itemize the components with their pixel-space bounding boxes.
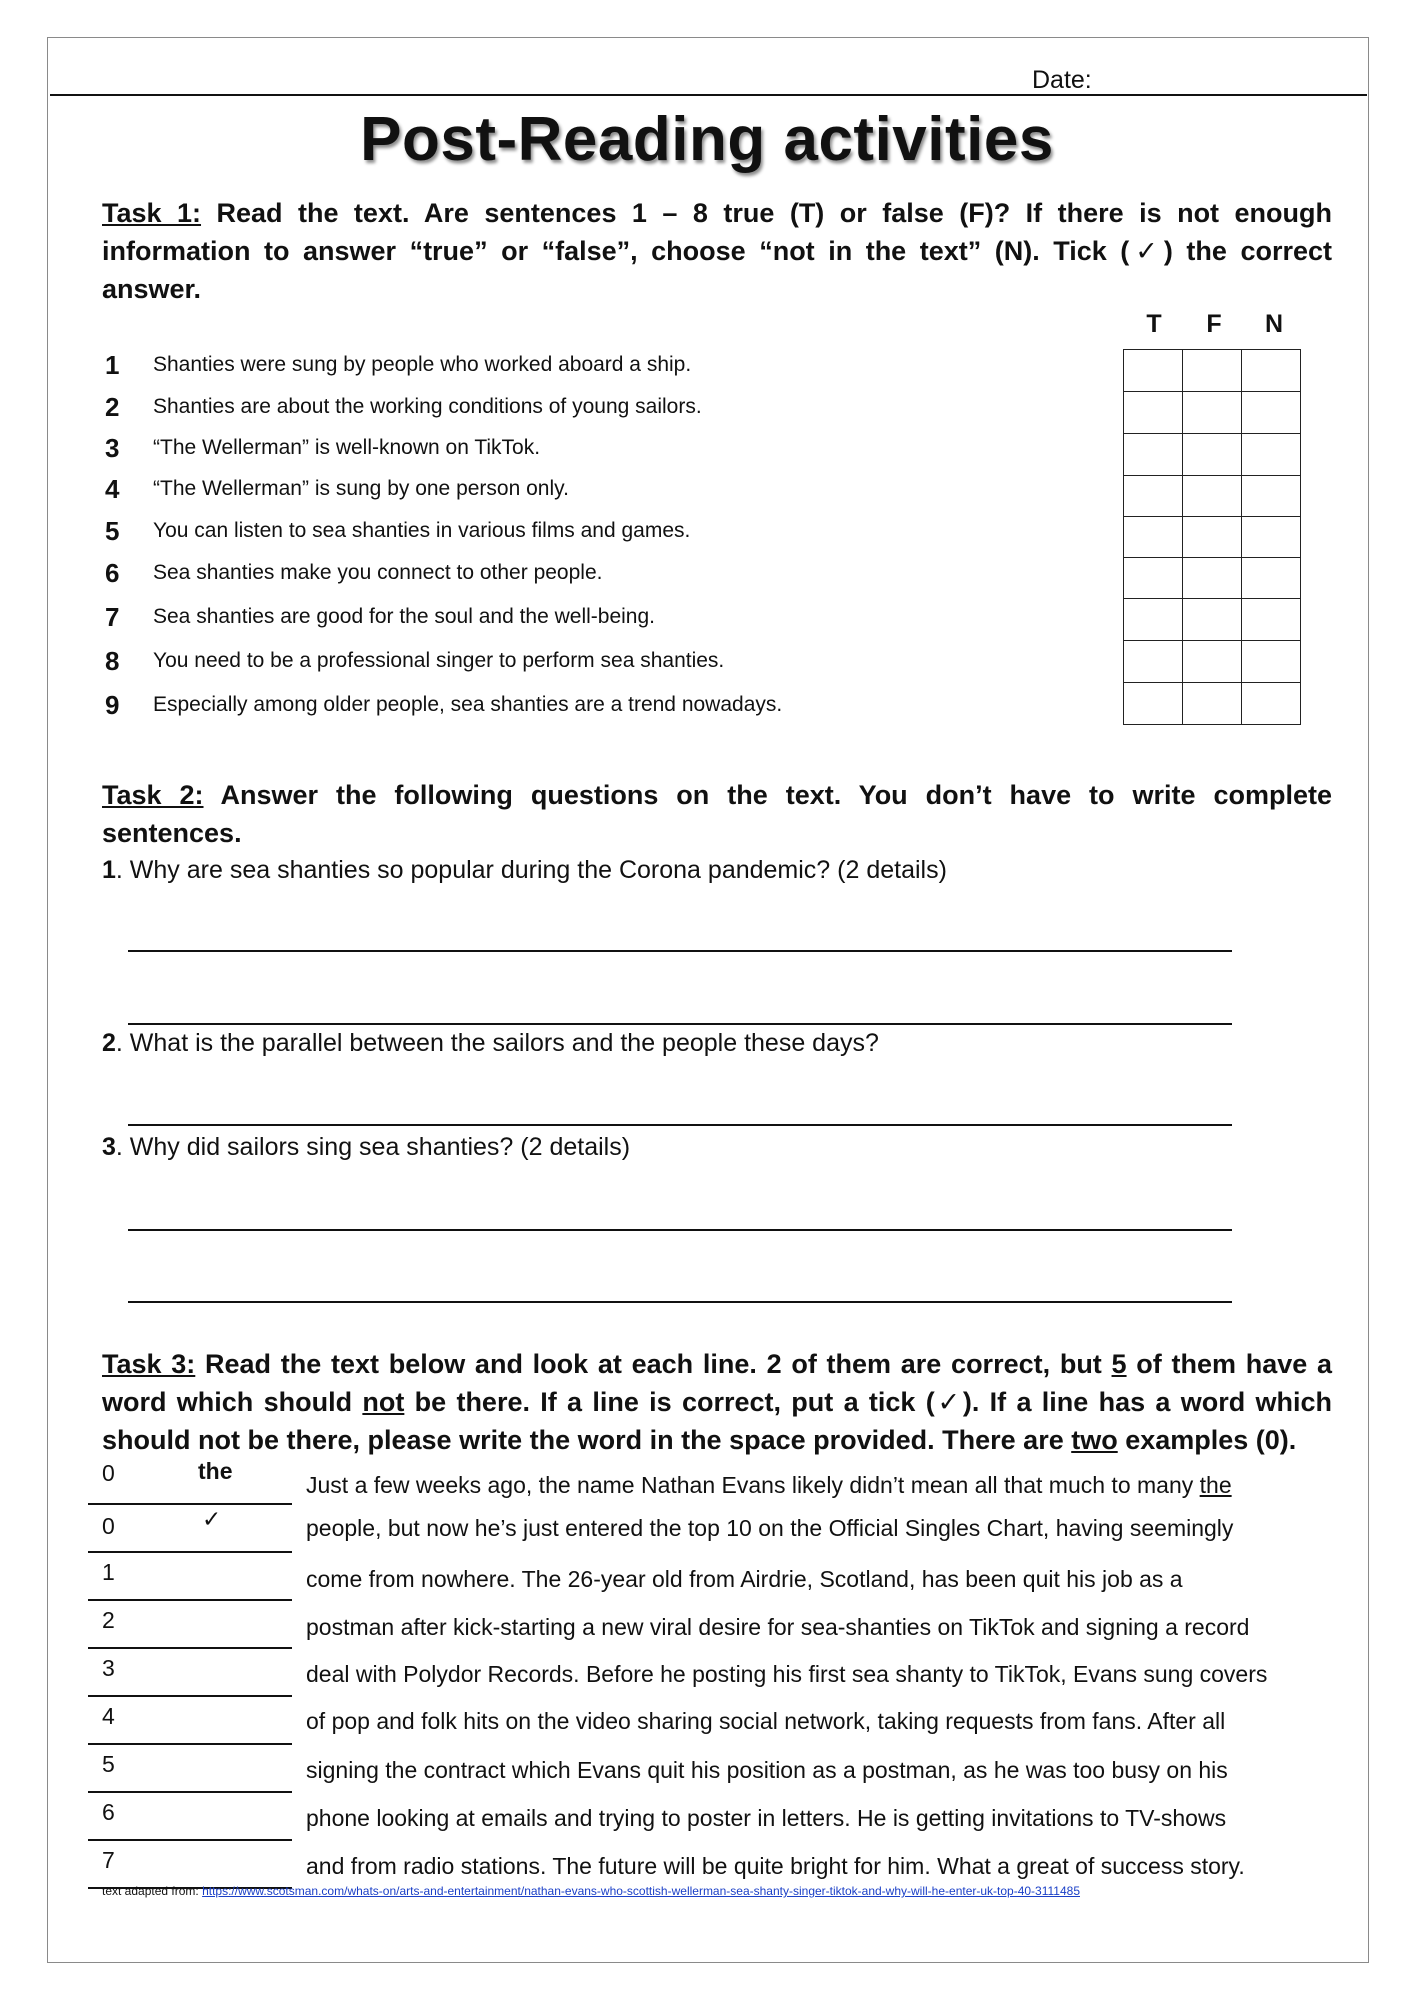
question-text: . Why are sea shanties so popular during the Corona pandemic? (2 details) bbox=[115, 856, 947, 884]
tick-box-f[interactable] bbox=[1183, 476, 1242, 517]
question-text: . What is the parallel between the sailors and the people these days? bbox=[115, 1029, 879, 1057]
tick-box-f[interactable] bbox=[1183, 392, 1242, 434]
line-number: 3 bbox=[102, 1655, 115, 1681]
answer-row[interactable] bbox=[88, 1648, 292, 1697]
statement-text: You can listen to sea shanties in various films and games. bbox=[153, 519, 691, 542]
tick-box-f[interactable] bbox=[1183, 599, 1242, 641]
answer-line[interactable] bbox=[128, 1301, 1232, 1303]
answer-row-5 bbox=[1124, 517, 1301, 558]
answer-line[interactable] bbox=[128, 1124, 1232, 1126]
tick-box-n[interactable] bbox=[1242, 599, 1301, 641]
date-line[interactable] bbox=[50, 94, 1367, 96]
statement-number: 2 bbox=[105, 392, 120, 422]
statement-text: “The Wellerman” is sung by one person only. bbox=[153, 477, 569, 500]
line-number: 2 bbox=[102, 1607, 115, 1633]
task1-text: Read the text. Are sentences 1 – 8 true (T) or false (F)? If there is not enough information to answer “true” or “false”, choose “not in the text” (N). Tick (✓) the correct answer. bbox=[102, 198, 1332, 304]
task2-text: Answer the following questions on the text. You don’t have to write complete sentences. bbox=[102, 780, 1333, 848]
text-line: signing the contract which Evans quit his position as a postman, as he was too busy on his bbox=[306, 1757, 1228, 1783]
line-number: 1 bbox=[102, 1559, 115, 1585]
task3-text: of them have a word which should bbox=[102, 1349, 1333, 1417]
line-number: 7 bbox=[102, 1847, 115, 1873]
answer-row-2 bbox=[1124, 392, 1301, 434]
answer-row-6 bbox=[1124, 558, 1301, 599]
text-line: come from nowhere. The 26-year old from Airdrie, Scotland, has been quit his job as a bbox=[306, 1566, 1183, 1592]
tick-box-n[interactable] bbox=[1242, 517, 1301, 558]
statement-6 bbox=[102, 558, 1102, 588]
text-line: phone looking at emails and trying to poster in letters. He is getting invitations to TV-shows bbox=[306, 1805, 1227, 1831]
statement-7 bbox=[102, 602, 1102, 632]
tick-box-f[interactable] bbox=[1183, 517, 1242, 558]
statement-text: Shanties were sung by people who worked aboard a ship. bbox=[153, 353, 692, 376]
task3-text-underlined: 5 bbox=[1111, 1349, 1127, 1379]
tick-box-n[interactable] bbox=[1242, 476, 1301, 517]
answer-row[interactable] bbox=[88, 1792, 292, 1841]
statement-text: “The Wellerman” is well-known on TikTok. bbox=[153, 436, 541, 459]
tick-box-t[interactable] bbox=[1124, 599, 1183, 641]
task3-text: be there. If a line is correct, put a tick (✓). If a line has a word which should not be there, please write the word in the space provided. There are bbox=[102, 1387, 1332, 1455]
line-number: 0 bbox=[102, 1460, 115, 1486]
answer-line[interactable] bbox=[128, 1229, 1232, 1231]
statement-number: 5 bbox=[105, 516, 120, 546]
statement-number: 3 bbox=[105, 433, 120, 463]
answer-row-9 bbox=[1124, 683, 1301, 725]
column-f-header: F bbox=[1206, 310, 1222, 338]
tick-box-t[interactable] bbox=[1124, 683, 1183, 725]
tick-box-n[interactable] bbox=[1242, 392, 1301, 434]
text-line-0 bbox=[306, 1472, 1232, 1499]
answer-line[interactable] bbox=[128, 950, 1232, 952]
answer-row[interactable] bbox=[88, 1696, 292, 1745]
line-number: 5 bbox=[102, 1751, 115, 1777]
question-number: 3 bbox=[102, 1133, 116, 1161]
task3-instruction bbox=[102, 1345, 1332, 1459]
tfn-answer-grid bbox=[1123, 349, 1301, 725]
tick-box-f[interactable] bbox=[1183, 350, 1242, 392]
statement-text: Especially among older people, sea shanties are a trend nowadays. bbox=[153, 693, 783, 716]
statement-5 bbox=[102, 516, 1102, 546]
tick-box-t[interactable] bbox=[1124, 641, 1183, 683]
line-number: 6 bbox=[102, 1799, 115, 1825]
source-citation bbox=[102, 1884, 1080, 1898]
task3-text-underlined: not bbox=[362, 1387, 405, 1417]
answer-row-8 bbox=[1124, 641, 1301, 683]
question-1 bbox=[102, 856, 947, 885]
statement-number: 4 bbox=[105, 474, 120, 504]
check-icon: ✓ bbox=[202, 1506, 222, 1532]
page-title: Post-Reading activities bbox=[360, 105, 1054, 174]
task3-text-underlined: two bbox=[1071, 1425, 1118, 1455]
answer-row-1 bbox=[1124, 350, 1301, 392]
text-line: and from radio stations. The future will be quite bright for him. What a great of success story. bbox=[306, 1853, 1245, 1879]
date-label: Date: bbox=[1032, 66, 1092, 94]
question-3 bbox=[102, 1133, 630, 1162]
tick-box-t[interactable] bbox=[1124, 476, 1183, 517]
tick-box-t[interactable] bbox=[1124, 350, 1183, 392]
text-line: postman after kick-starting a new viral desire for sea-shanties on TikTok and signing a record bbox=[306, 1614, 1250, 1640]
question-number: 2 bbox=[102, 1029, 116, 1057]
task3-label: Task 3: bbox=[102, 1349, 196, 1379]
answer-row-3 bbox=[1124, 434, 1301, 476]
task1-instruction bbox=[102, 194, 1332, 308]
statement-number: 8 bbox=[105, 646, 120, 676]
statement-text: You need to be a professional singer to perform sea shanties. bbox=[153, 649, 725, 672]
text-line: of pop and folk hits on the video sharing social network, taking requests from fans. After all bbox=[306, 1708, 1226, 1734]
statement-number: 7 bbox=[105, 602, 120, 632]
answer-row[interactable] bbox=[88, 1600, 292, 1649]
tick-box-t[interactable] bbox=[1124, 558, 1183, 599]
tick-box-f[interactable] bbox=[1183, 641, 1242, 683]
statement-text: Sea shanties make you connect to other people. bbox=[153, 561, 603, 584]
statement-1 bbox=[102, 350, 1102, 380]
tick-box-f[interactable] bbox=[1183, 434, 1242, 476]
statement-number: 1 bbox=[105, 350, 120, 380]
task2-label: Task 2: bbox=[102, 780, 204, 810]
example-row bbox=[88, 1504, 292, 1553]
statement-text: Sea shanties are good for the soul and the well-being. bbox=[153, 605, 656, 628]
tick-box-n[interactable] bbox=[1242, 683, 1301, 725]
source-prefix: text adapted from: bbox=[102, 1884, 203, 1898]
tick-box-n[interactable] bbox=[1242, 558, 1301, 599]
column-t-header: T bbox=[1146, 310, 1162, 338]
text-line: deal with Polydor Records. Before he posting his first sea shanty to TikTok, Evans sung covers bbox=[306, 1661, 1268, 1687]
answer-row[interactable] bbox=[88, 1744, 292, 1793]
statement-text: Shanties are about the working conditions of young sailors. bbox=[153, 395, 702, 418]
answer-row[interactable] bbox=[88, 1552, 292, 1601]
answer-row-7 bbox=[1124, 599, 1301, 641]
text-line: people, but now he’s just entered the top 10 on the Official Singles Chart, having seemingly bbox=[306, 1515, 1234, 1541]
answer-row-4 bbox=[1124, 476, 1301, 517]
line-number: 4 bbox=[102, 1703, 115, 1729]
question-2 bbox=[102, 1029, 879, 1058]
tick-box-t[interactable] bbox=[1124, 434, 1183, 476]
task1-label: Task 1: bbox=[102, 198, 202, 228]
tick-box-f[interactable] bbox=[1183, 683, 1242, 725]
answer-row[interactable] bbox=[88, 1840, 292, 1889]
statement-4 bbox=[102, 474, 1102, 504]
question-number: 1 bbox=[102, 856, 116, 884]
task3-text: examples (0). bbox=[1117, 1425, 1297, 1455]
task3-text: Read the text below and look at each line. 2 of them are correct, but bbox=[195, 1349, 1112, 1379]
example-row bbox=[88, 1456, 292, 1505]
line-number: 0 bbox=[102, 1513, 115, 1539]
example-answer: the bbox=[198, 1458, 233, 1484]
statement-9 bbox=[102, 690, 1102, 720]
task2-instruction bbox=[102, 776, 1332, 852]
statement-3 bbox=[102, 433, 1102, 463]
statement-8 bbox=[102, 646, 1102, 676]
tick-box-t[interactable] bbox=[1124, 517, 1183, 558]
column-n-header: N bbox=[1264, 310, 1284, 338]
statement-2 bbox=[102, 392, 1102, 422]
question-text: . Why did sailors sing sea shanties? (2 details) bbox=[115, 1133, 631, 1161]
tick-box-f[interactable] bbox=[1183, 558, 1242, 599]
answer-line[interactable] bbox=[128, 1023, 1232, 1025]
tick-box-n[interactable] bbox=[1242, 641, 1301, 683]
statement-number: 6 bbox=[105, 558, 120, 588]
source-link[interactable]: https://www.scotsman.com/whats-on/arts-and-entertainment/nathan-evans-who-scottish-wellerman-sea-shanty-singer-tiktok-and-why-will-he-enter-uk-top-40-3111485 bbox=[202, 1884, 1080, 1898]
tick-box-n[interactable] bbox=[1242, 350, 1301, 392]
tick-box-n[interactable] bbox=[1242, 434, 1301, 476]
statement-number: 9 bbox=[105, 690, 120, 720]
tick-box-t[interactable] bbox=[1124, 392, 1183, 434]
example-word: the bbox=[1199, 1472, 1232, 1498]
line-text: Just a few weeks ago, the name Nathan Evans likely didn’t mean all that much to many bbox=[306, 1472, 1200, 1498]
